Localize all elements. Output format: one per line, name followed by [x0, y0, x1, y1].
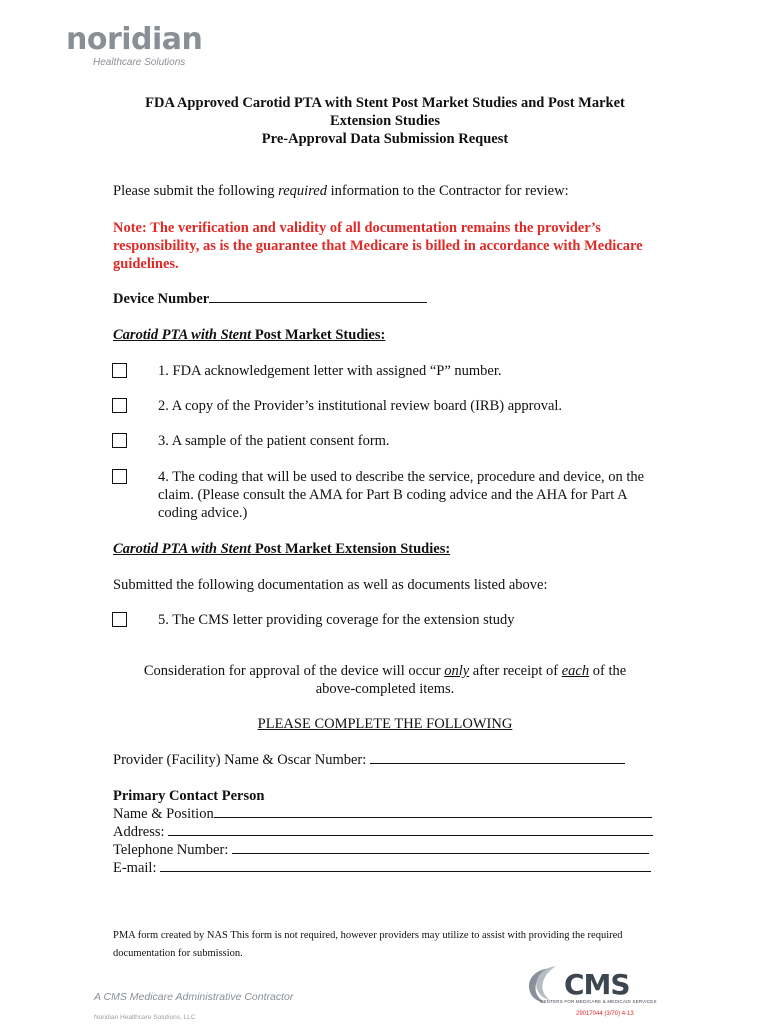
telephone-field[interactable] [232, 841, 649, 854]
footnote: PMA form created by NAS This form is not required, however providers may utilize to assist with providing the required documentation for submission. [113, 930, 623, 959]
note-warning: Note: The verification and validity of all documentation remains the provider’s responsibility, as is the guarantee that Medicare is billed in accordance with Medicare guidelines. [113, 220, 643, 272]
checkbox-item-3[interactable] [112, 433, 127, 448]
complete-heading: PLEASE COMPLETE THE FOLLOWING [257, 716, 513, 732]
item-5-text: 5. The CMS letter providing coverage for the extension study [158, 612, 515, 628]
checkbox-item-1[interactable] [112, 363, 127, 378]
item-3-text: 3. A sample of the patient consent form. [158, 433, 390, 449]
submitted-text: Submitted the following documentation as well as documents listed above: [113, 577, 548, 593]
document-title [100, 94, 670, 148]
noridian-logo [66, 22, 203, 68]
intro-emphasis: required [278, 183, 327, 199]
provider-row [113, 751, 625, 769]
logo-wordmark: noridian [66, 22, 203, 57]
provider-field[interactable] [370, 751, 625, 764]
item-2-text: 2. A copy of the Provider’s institutional review board (IRB) approval. [158, 398, 563, 414]
provider-label: Provider (Facility) Name & Oscar Number: [113, 752, 370, 768]
title-line-1: FDA Approved Carotid PTA with Stent Post Market Studies and Post Market [145, 95, 625, 111]
primary-contact-heading: Primary Contact Person [113, 788, 265, 804]
consideration-only: only [444, 663, 470, 679]
footer-company: Noridian Healthcare Solutions, LLC [94, 1014, 196, 1021]
device-number-row [113, 290, 427, 308]
address-row: Address: [113, 823, 653, 841]
intro-text: Please submit the following required information to the Contractor for review: [113, 183, 569, 199]
cms-logo-text: CMS [564, 968, 630, 1001]
email-row: E-mail: [113, 859, 651, 877]
email-field[interactable] [160, 859, 651, 872]
item-1-text: 1. FDA acknowledgement letter with assigned “P” number. [158, 363, 502, 379]
name-position-row: Name & Position [113, 805, 652, 823]
address-field[interactable] [168, 823, 653, 836]
title-line-2: Extension Studies [330, 113, 440, 129]
title-line-3: Pre-Approval Data Submission Request [261, 131, 509, 147]
checkbox-item-2[interactable] [112, 398, 127, 413]
consideration-text: Consideration for approval of the device will occur only after receipt of each of the above-completed items. [143, 663, 627, 697]
footer-contractor: A CMS Medicare Administrative Contractor [94, 991, 294, 1003]
section-heading-post-market: Carotid PTA with Stent Post Market Studies: [113, 327, 386, 343]
item-4-text: 4. The coding that will be used to describe the service, procedure and device, on the claim. (Please consult the AMA for Part B coding advice and the AHA for Part A coding advice.) [158, 469, 645, 521]
device-number-label: Device Number [113, 291, 210, 307]
section-heading-extension: Carotid PTA with Stent Post Market Extension Studies: [113, 541, 451, 557]
checkbox-item-4[interactable] [112, 469, 127, 484]
consideration-each: each [561, 663, 590, 679]
form-number: 29017044 (3/70) 4-13 [576, 1011, 634, 1017]
name-position-field[interactable] [214, 805, 652, 818]
logo-subtitle: Healthcare Solutions [93, 57, 186, 68]
device-number-field[interactable] [209, 290, 427, 303]
checkbox-item-5[interactable] [112, 612, 127, 627]
cms-logo-subtitle: CENTERS FOR MEDICARE & MEDICAID SERVICES [540, 999, 657, 1004]
telephone-row: Telephone Number: [113, 841, 649, 859]
